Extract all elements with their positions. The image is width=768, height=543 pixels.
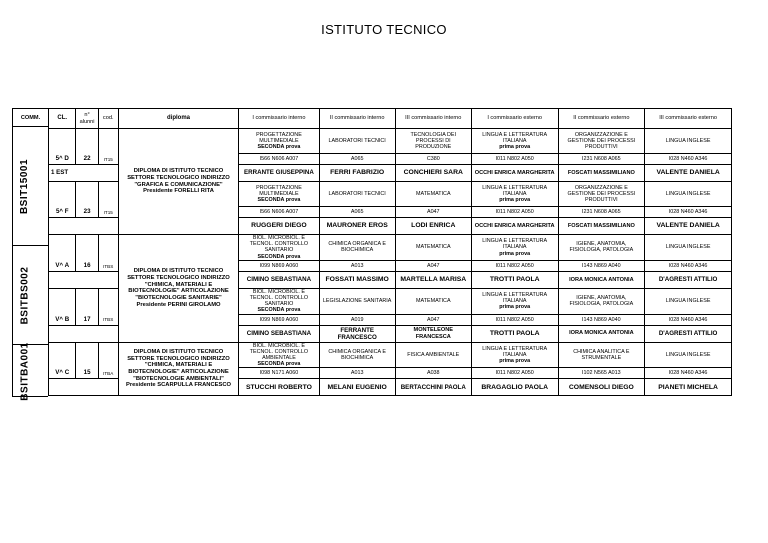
- prima-prova-label: prima prova: [499, 304, 531, 311]
- subject-row: [49, 235, 732, 261]
- subject-name: IGIENE, ANATOMIA, FISIOLOGIA, PATOLOGIA: [569, 295, 634, 308]
- commissario-name: TROTTI PAOLA: [471, 325, 558, 342]
- commissario-name: MAURONER EROS: [319, 218, 395, 235]
- subject-cell: [395, 342, 471, 368]
- subject-name: BIOL. MICROBIOL. E TECNOL. CONTROLLO AMBIENTALE: [249, 342, 309, 362]
- subject-cell: [471, 235, 558, 261]
- code-cell: A065: [319, 207, 395, 218]
- code-cell: I028 N460 A346: [645, 368, 732, 379]
- subject-cell: [471, 182, 558, 207]
- code-cell: I102 N565 A013: [558, 368, 645, 379]
- subject-name: PROGETTAZIONE MULTIMEDIALE: [256, 184, 302, 197]
- cod-cell: IT15: [98, 182, 118, 218]
- seconda-prova-label: SECONDA prova: [257, 197, 301, 204]
- commissario-name: VALENTE DANIELA: [645, 165, 732, 182]
- diploma-text: DIPLOMA DI ISTITUTO TECNICO SETTORE TECNOLOGICO INDIRIZZO "CHIMICA, MATERIALI E BIOTECNOLOGIE" ARTICOLAZIONE "BIOTECNOLOGIE SANITARIE": [127, 268, 230, 301]
- code-cell: I566 N606 A007: [239, 207, 319, 218]
- diploma-cell: [118, 235, 239, 343]
- subject-name: BIOL. MICROBIOL. E TECNOL. CONTROLLO SANITARIO: [249, 288, 309, 308]
- class-extra-cell: [49, 271, 119, 288]
- subject-cell: [319, 129, 395, 154]
- subject-name: LINGUA E LETTERATURA ITALIANA: [482, 184, 548, 197]
- subject-name: LINGUA E LETTERATURA ITALIANA: [482, 345, 548, 358]
- code-cell: A047: [395, 314, 471, 325]
- commissario-name: MARTELLA MARISA: [395, 271, 471, 288]
- cod-cell: ITBS: [98, 235, 118, 272]
- alunni-cell: 22: [76, 129, 98, 165]
- subject-cell: [395, 235, 471, 261]
- code-cell: I011 N802 A050: [471, 260, 558, 271]
- code-cell: I011 N802 A050: [471, 154, 558, 165]
- seconda-prova-label: SECONDA prova: [257, 144, 301, 151]
- header-row: [49, 109, 732, 129]
- class-cell: V^ B: [49, 288, 76, 325]
- subject-cell: [395, 129, 471, 154]
- prima-prova-label: prima prova: [499, 358, 531, 365]
- commissario-name: IORA MONICA ANTONIA: [558, 271, 645, 288]
- subject-name: LINGUA INGLESE: [665, 298, 711, 305]
- subject-cell: [645, 288, 732, 314]
- commissario-name: BERTACCHINI PAOLA: [395, 379, 471, 396]
- commissario-name: D'AGRESTI ATTILIO: [645, 271, 732, 288]
- cod-cell: ITBA: [98, 342, 118, 379]
- code-cell: A038: [395, 368, 471, 379]
- diploma-cell: [118, 129, 239, 235]
- subject-cell: [239, 182, 319, 207]
- subject-name: LINGUA INGLESE: [665, 351, 711, 358]
- alunni-cell: 23: [76, 182, 98, 218]
- code-cell: I231 N608 A065: [558, 154, 645, 165]
- code-cell: A047: [395, 260, 471, 271]
- commissario-name: MONTELEONE FRANCESCA: [395, 325, 471, 342]
- commission-label-3: BSITBA001: [19, 341, 31, 401]
- class-extra-cell: 1 EST: [49, 165, 119, 182]
- subject-name: CHIMICA ANALITICA E STRUMENTALE: [573, 348, 630, 362]
- commission-label-1: BSIT15001: [19, 158, 31, 214]
- code-cell: I098 N171 A060: [239, 368, 319, 379]
- subject-cell: [558, 129, 645, 154]
- alunni-cell: 16: [76, 235, 98, 272]
- subject-name: LINGUA E LETTERATURA ITALIANA: [482, 131, 548, 144]
- subject-name: ORGANIZZAZIONE E GESTIONE DEI PROCESSI PRODUTTIVI: [567, 184, 636, 204]
- subject-name: LEGISLAZIONE SANITARIA: [322, 298, 392, 305]
- president: Presidente PERINI GIROLAMO: [136, 301, 221, 308]
- subject-cell: [558, 182, 645, 207]
- commissario-name: BRAGAGLIO PAOLA: [471, 379, 558, 396]
- subject-cell: [319, 235, 395, 261]
- commission-table: [48, 108, 732, 396]
- header-commissario-interno-2: II commissario interno: [319, 109, 395, 129]
- diploma-cell: [118, 342, 239, 396]
- code-cell: I028 N460 A346: [645, 314, 732, 325]
- subject-name: PROGETTAZIONE MULTIMEDIALE: [256, 131, 302, 144]
- commissario-name: LODI ENRICA: [395, 218, 471, 235]
- president: Presidente SCARPULLA FRANCESCO: [125, 382, 232, 389]
- header-cl: CL.: [49, 109, 76, 129]
- commission-label-2: BSITBS002: [19, 266, 31, 324]
- alunni-cell: 15: [76, 342, 98, 379]
- code-cell: I011 N802 A050: [471, 314, 558, 325]
- commissario-name: PIANETI MICHELA: [645, 379, 732, 396]
- diploma-text: DIPLOMA DI ISTITUTO TECNICO SETTORE TECNOLOGICO INDIRIZZO "GRAFICA E COMUNICAZIONE": [127, 168, 230, 188]
- subject-cell: [395, 288, 471, 314]
- code-cell: I028 N460 A346: [645, 154, 732, 165]
- subject-name: LINGUA INGLESE: [665, 190, 711, 197]
- subject-cell: [239, 129, 319, 154]
- header-commissario-interno-3: III commissario interno: [395, 109, 471, 129]
- subject-name: MATEMATICA: [416, 190, 451, 197]
- code-cell: A013: [319, 260, 395, 271]
- subject-row: [49, 129, 732, 154]
- subject-name: MATEMATICA: [416, 298, 451, 305]
- header-alunni: n° alunni: [76, 109, 98, 129]
- commissario-name: FOSCATI MASSIMILIANO: [558, 218, 645, 235]
- class-cell: V^ C: [49, 342, 76, 379]
- prima-prova-label: prima prova: [499, 250, 531, 257]
- commissario-name: MELANI EUGENIO: [319, 379, 395, 396]
- subject-name: MATEMATICA: [416, 244, 451, 251]
- commissario-name: IORA MONICA ANTONIA: [558, 325, 645, 342]
- cod-cell: IT15: [98, 129, 118, 165]
- president: Presidente FORELLI RITA: [143, 188, 214, 195]
- subject-cell: [558, 235, 645, 261]
- commissario-name: OCCHI ENRICA MARGHERITA: [471, 165, 558, 182]
- header-commissario-esterno-3: III commissario esterno: [645, 109, 732, 129]
- code-cell: I011 N802 A050: [471, 207, 558, 218]
- subject-name: LINGUA E LETTERATURA ITALIANA: [482, 238, 548, 251]
- subject-name: IGIENE, ANATOMIA, FISIOLOGIA, PATOLOGIA: [569, 241, 634, 254]
- code-cell: I099 N869 A060: [239, 260, 319, 271]
- class-extra-cell: [49, 379, 119, 396]
- commissario-name: RUGGERI DIEGO: [239, 218, 319, 235]
- subject-name: LABORATORI TECNICI: [328, 137, 386, 144]
- code-cell: C380: [395, 154, 471, 165]
- commissario-name: CIMINO SEBASTIANA: [239, 271, 319, 288]
- commissario-name: FOSCATI MASSIMILIANO: [558, 165, 645, 182]
- commissario-name: FERRI FABRIZIO: [319, 165, 395, 182]
- code-cell: I011 N802 A050: [471, 368, 558, 379]
- prima-prova-label: prima prova: [499, 144, 531, 151]
- code-cell: A065: [319, 154, 395, 165]
- commissario-name: D'AGRESTI ATTILIO: [645, 325, 732, 342]
- subject-cell: [645, 129, 732, 154]
- subject-cell: [239, 235, 319, 261]
- subject-cell: [558, 288, 645, 314]
- subject-cell: [239, 342, 319, 368]
- code-cell: A047: [395, 207, 471, 218]
- commissario-name: COMENSOLI DIEGO: [558, 379, 645, 396]
- subject-name: FISICA AMBIENTALE: [407, 351, 460, 358]
- cod-cell: ITBS: [98, 288, 118, 325]
- subject-cell: [319, 288, 395, 314]
- subject-cell: [558, 342, 645, 368]
- prima-prova-label: prima prova: [499, 197, 531, 204]
- commissario-name: ERRANTE GIUSEPPINA: [239, 165, 319, 182]
- subject-row: [49, 342, 732, 368]
- code-cell: I143 N869 A040: [558, 314, 645, 325]
- commissario-name: CIMINO SEBASTIANA: [239, 325, 319, 342]
- commissario-name: VALENTE DANIELA: [645, 218, 732, 235]
- class-cell: 5^ D: [49, 129, 76, 165]
- code-cell: A013: [319, 368, 395, 379]
- seconda-prova-label: SECONDA prova: [257, 361, 301, 368]
- subject-name: TECNOLOGIA DEI PROCESSI DI PRODUZIONE: [410, 131, 457, 151]
- header-commissario-esterno-1: I commissario esterno: [471, 109, 558, 129]
- header-commissario-interno-1: I commissario interno: [239, 109, 319, 129]
- subject-cell: [645, 235, 732, 261]
- code-cell: I231 N608 A065: [558, 207, 645, 218]
- subject-cell: [319, 182, 395, 207]
- comm-header: COMM.: [12, 108, 48, 127]
- commissario-name: FERRANTE FRANCESCO: [319, 325, 395, 342]
- seconda-prova-label: SECONDA prova: [257, 307, 301, 314]
- subject-name: CHIMICA ORGANICA E BIOCHIMICA: [328, 348, 386, 362]
- subject-name: LABORATORI TECNICI: [328, 190, 386, 197]
- subject-name: ORGANIZZAZIONE E GESTIONE DEI PROCESSI PRODUTTIVI: [567, 131, 636, 151]
- code-cell: I143 N869 A040: [558, 260, 645, 271]
- class-extra-cell: [49, 325, 119, 342]
- commissario-name: FOSSATI MASSIMO: [319, 271, 395, 288]
- subject-name: LINGUA INGLESE: [665, 244, 711, 251]
- class-cell: V^ A: [49, 235, 76, 272]
- class-extra-cell: [49, 218, 119, 235]
- page-title: ISTITUTO TECNICO: [321, 22, 447, 37]
- subject-name: LINGUA E LETTERATURA ITALIANA: [482, 291, 548, 305]
- alunni-cell: 17: [76, 288, 98, 325]
- commissario-name: CONCHIERI SARA: [395, 165, 471, 182]
- code-cell: I099 N869 A060: [239, 314, 319, 325]
- code-cell: I028 N460 A346: [645, 207, 732, 218]
- seconda-prova-label: SECONDA prova: [257, 253, 301, 260]
- subject-cell: [471, 342, 558, 368]
- diploma-text: DIPLOMA DI ISTITUTO TECNICO SETTORE TECNOLOGICO INDIRIZZO "CHIMICA, MATERIALI E BIOTECNOLOGIE" ARTICOLAZIONE "BIOTECNOLOGIE AMBIENTALI": [127, 349, 230, 382]
- subject-name: CHIMICA ORGANICA E BIOCHIMICA: [328, 241, 386, 254]
- subject-cell: [395, 182, 471, 207]
- subject-cell: [471, 129, 558, 154]
- class-cell: 5^ F: [49, 182, 76, 218]
- subject-name: LINGUA INGLESE: [665, 137, 711, 144]
- header-commissario-esterno-2: II commissario esterno: [558, 109, 645, 129]
- commissario-name: TROTTI PAOLA: [471, 271, 558, 288]
- subject-name: BIOL. MICROBIOL. E TECNOL. CONTROLLO SANITARIO: [249, 235, 309, 254]
- subject-cell: [239, 288, 319, 314]
- commissario-name: STUCCHI ROBERTO: [239, 379, 319, 396]
- subject-cell: [645, 182, 732, 207]
- commissario-name: OCCHI ENRICA MARGHERITA: [471, 218, 558, 235]
- subject-cell: [319, 342, 395, 368]
- header-cod: cod.: [98, 109, 118, 129]
- code-cell: I566 N606 A007: [239, 154, 319, 165]
- code-cell: A019: [319, 314, 395, 325]
- subject-cell: [645, 342, 732, 368]
- header-diploma: diploma: [118, 109, 239, 129]
- code-cell: I028 N460 A346: [645, 260, 732, 271]
- subject-cell: [471, 288, 558, 314]
